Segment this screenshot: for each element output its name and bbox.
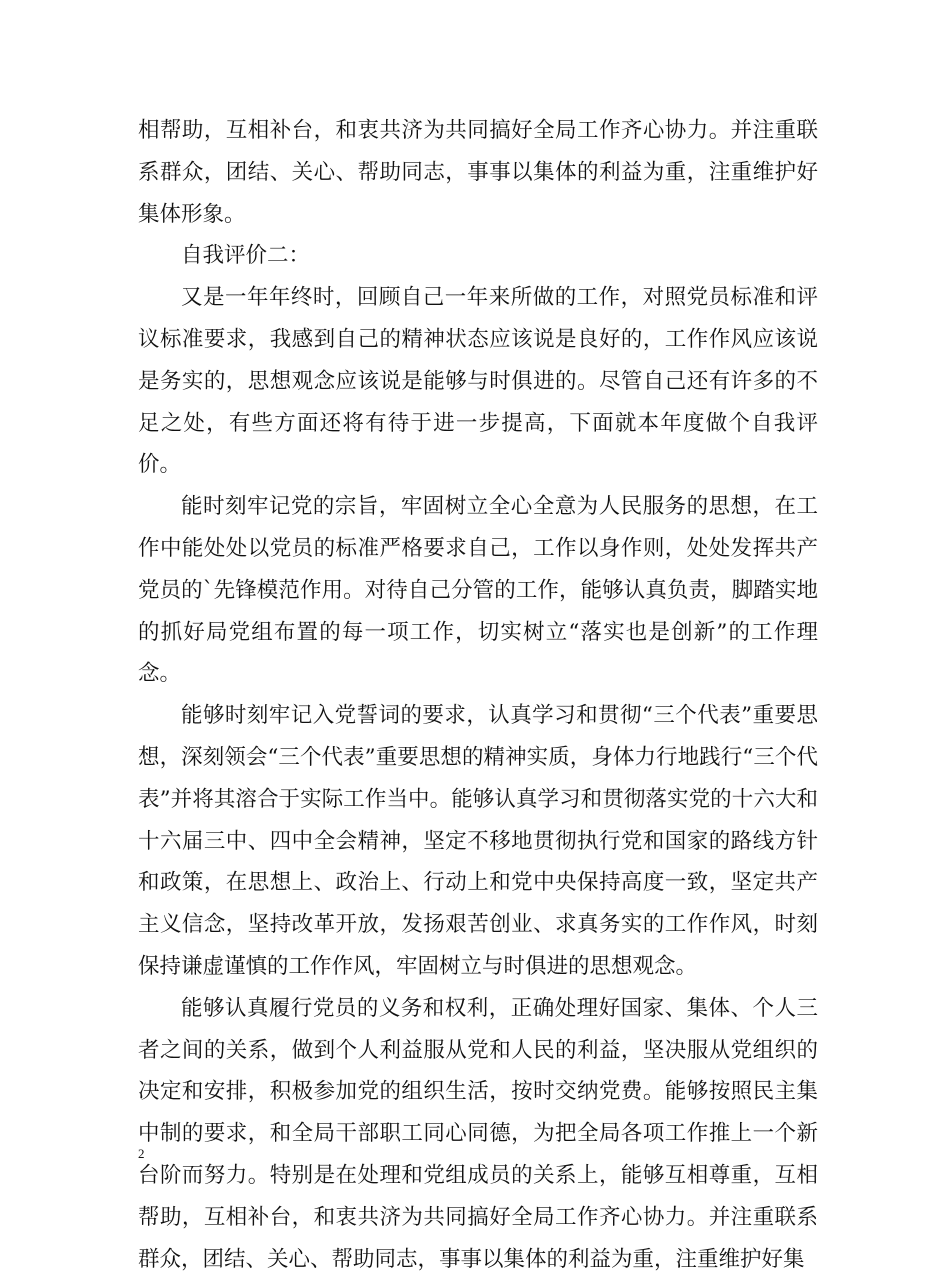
paragraph-2-heading: 自我评价二： <box>181 243 311 269</box>
paragraph-3: 又是一年年终时，回顾自己一年来所做的工作，对照党员标准和评议标准要求，我感到自己的精神状态应该说是良好的，工作作风应该说是务实的，思想观念应该说是能够与时俱进的。尽管自己还有许多的不足之处，有些方面还将有待于进一步提高，下面就本年度做个自我评价。 <box>138 285 818 478</box>
paragraph-6: 能够认真履行党员的义务和权利，正确处理好国家、集体、个人三者之间的关系，做到个人利益服从党和人民的利益，坚决服从党组织的决定和安排，积极参加党的组织生活，按时交纳党费。能够按照民主集中制的要求，和全局干部职工同心同德，为把全局各项工作推上一个新台阶而努力。特别是在处理和党组成员的关系上，能够互相尊重，互相帮助，互相补台，和衷共济为共同搞好全局工作齐心协力。并注重联系群众，团结、关心、帮助同志，事事以集体的利益为重，注重维护好集 <box>138 995 818 1272</box>
document-body <box>138 110 818 1280</box>
paragraph-5: 能够时刻牢记入党誓词的要求，认真学习和贯彻“三个代表”重要思想，深刻领会“三个代表”重要思想的精神实质，身体力行地践行“三个代表”并将其溶合于实际工作当中。能够认真学习和贯彻落实党的十六大和十六届三中、四中全会精神，坚定不移地贯彻执行党和国家的路线方针和政策，在思想上、政治上、行动上和党中央保持高度一致，坚定共产主义信念，坚持改革开放，发扬艰苦创业、求真务实的工作作风，时刻保持谦虚谨慎的工作作风，牢固树立与时俱进的思想观念。 <box>138 703 818 979</box>
page-number: 2 <box>138 1146 145 1161</box>
paragraph-4: 能时刻牢记党的宗旨，牢固树立全心全意为人民服务的思想，在工作中能处处以党员的标准严格要求自己，工作以身作则，处处发挥共产党员的`先锋模范作用。对待自己分管的工作，能够认真负责，脚踏实地的抓好局党组布置的每一项工作，切实树立“落实也是创新”的工作理念。 <box>138 494 818 687</box>
paragraph-1: 相帮助，互相补台，和衷共济为共同搞好全局工作齐心协力。并注重联系群众，团结、关心、帮助同志，事事以集体的利益为重，注重维护好集体形象。 <box>138 118 818 227</box>
